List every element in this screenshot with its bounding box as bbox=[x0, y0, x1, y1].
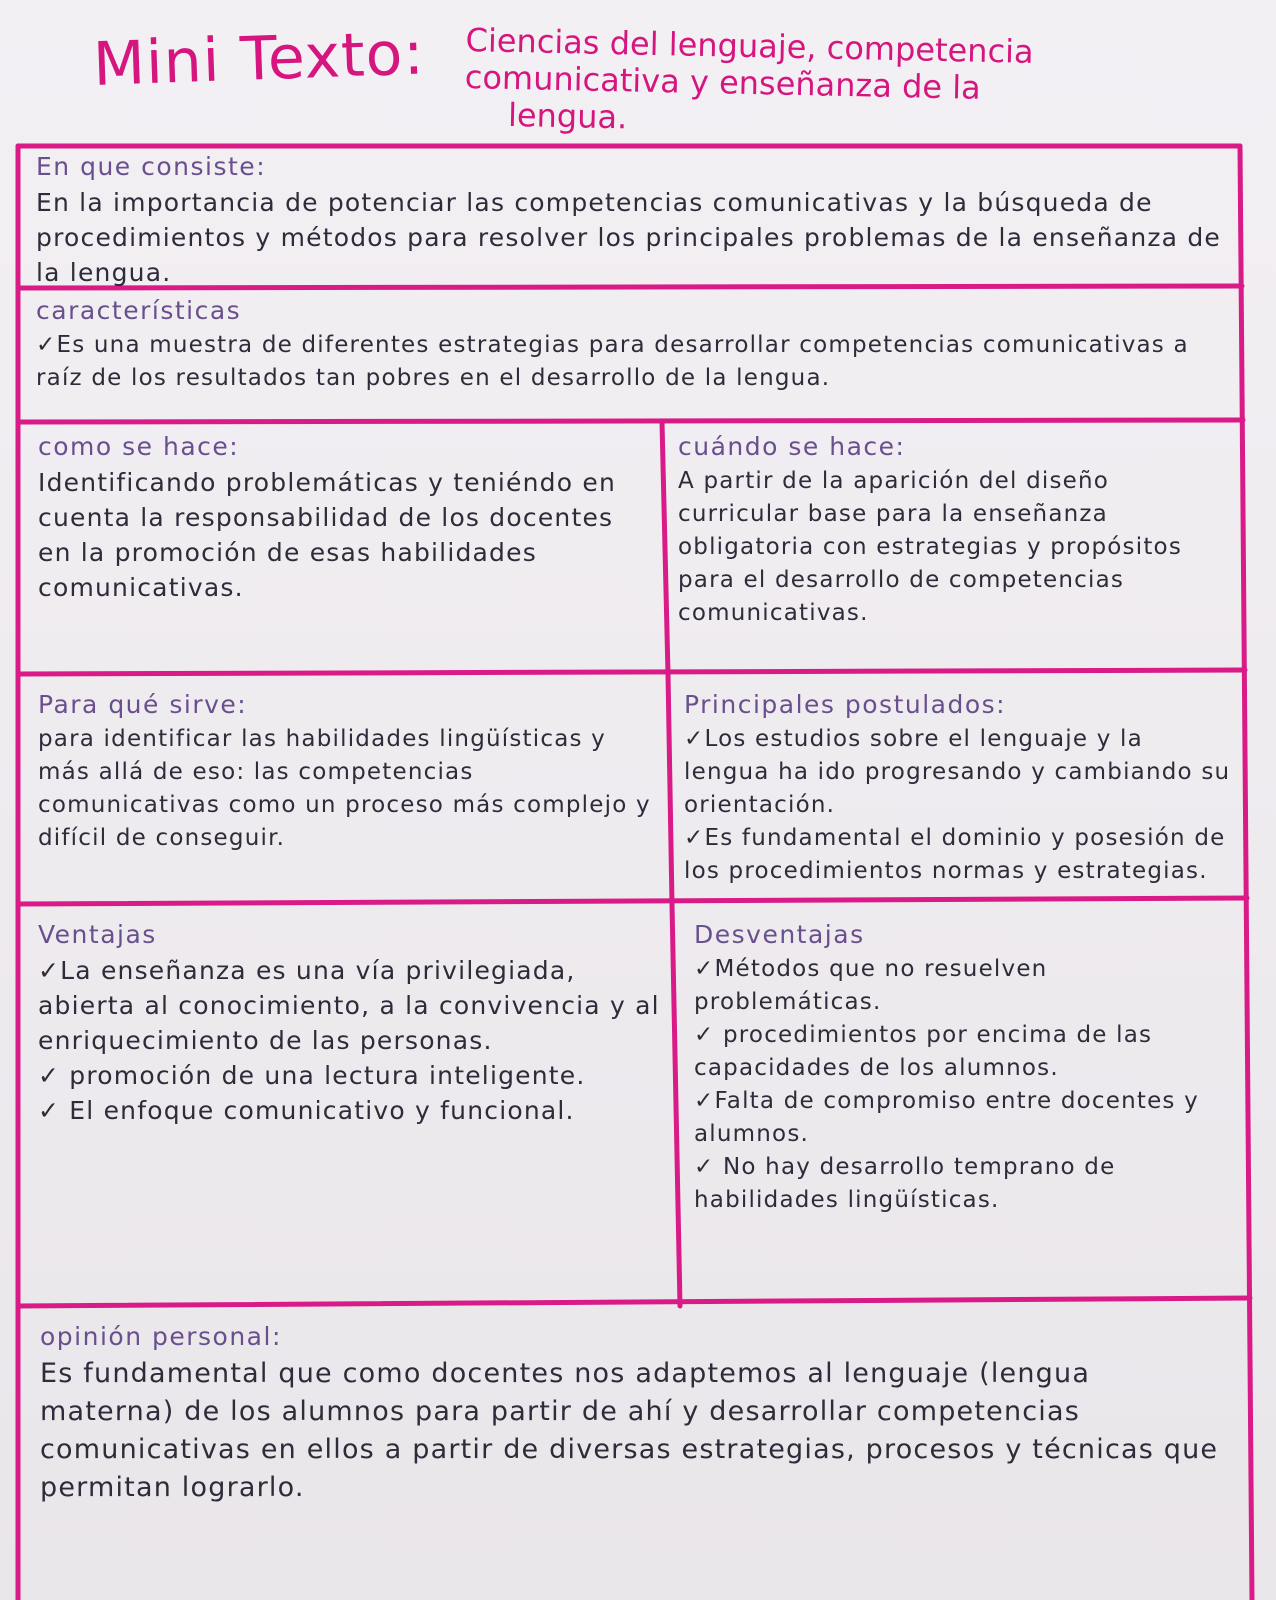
cell-opinion bbox=[40, 1322, 1230, 1507]
divider-1 bbox=[662, 422, 668, 674]
subtitle-line-2: comunicativa y enseñanza de la bbox=[464, 57, 982, 107]
title-main: Mini Texto: bbox=[92, 18, 426, 100]
cell-postulados bbox=[684, 690, 1234, 888]
heading-para-que: Para qué sirve: bbox=[38, 690, 248, 719]
cell-desventajas bbox=[694, 920, 1239, 1217]
subtitle-line-1: Ciencias del lenguaje, competencia bbox=[465, 21, 1035, 71]
border-right bbox=[1240, 146, 1252, 1600]
cell-caracteristicas bbox=[36, 296, 1226, 395]
heading-postulados: Principales postulados: bbox=[684, 690, 1007, 719]
text-para-que: para identificar las habilidades lingüísticas y más allá de eso: las competencias comunicativas como un proceso más complejo y difícil de conseguir. bbox=[38, 726, 651, 851]
list-desventajas bbox=[694, 953, 1239, 1217]
text-como: Identificando problemáticas y teniéndo en cuenta la responsabilidad de los docentes en la promoción de esas habilidades comunicativas. bbox=[38, 468, 617, 602]
rule-3 bbox=[18, 670, 1245, 674]
subtitle-line-3: lengua. bbox=[507, 95, 628, 137]
list-item: ✓ procedimientos por encima de las capacidades de los alumnos. bbox=[694, 1022, 1153, 1081]
text-consiste: En la importancia de potenciar las competencias comunicativas y la búsqueda de procedimientos y métodos para resolver los principales problemas de la enseñanza de la lengua. bbox=[36, 188, 1222, 287]
heading-como: como se hace: bbox=[38, 432, 240, 461]
heading-caracteristicas: características bbox=[36, 296, 242, 325]
cell-para-que bbox=[38, 690, 653, 855]
heading-desventajas: Desventajas bbox=[694, 920, 865, 949]
divider-3 bbox=[672, 904, 680, 1306]
text-caracteristicas: ✓Es una muestra de diferentes estrategias para desarrollar competencias comunicativas a raíz de los resultados tan pobres en el desarrollo de la lengua. bbox=[36, 332, 1189, 391]
list-postulados bbox=[684, 723, 1234, 888]
heading-cuando: cuándo se hace: bbox=[678, 432, 906, 461]
list-item: ✓Los estudios sobre el lenguaje y la lengua ha ido progresando y cambiando su orientación. bbox=[684, 726, 1231, 818]
heading-ventajas: Ventajas bbox=[38, 920, 157, 949]
cell-como bbox=[38, 432, 648, 605]
text-opinion: Es fundamental que como docentes nos adaptemos al lenguaje (lengua materna) de los alumnos para partir de ahí y desarrollar competencias comunicativas en ellos a partir de diversas estrategias, procesos y técnicas que permitan lograrlo. bbox=[40, 1358, 1219, 1503]
divider-2 bbox=[668, 674, 672, 904]
list-item: ✓ No hay desarrollo temprano de habilidades lingüísticas. bbox=[694, 1154, 1116, 1213]
list-item: ✓Falta de compromiso entre docentes y alumnos. bbox=[694, 1088, 1199, 1147]
list-item: ✓La enseñanza es una vía privilegiada, abierta al conocimiento, a la convivencia y al enriquecimiento de las personas. bbox=[38, 956, 660, 1055]
rule-4 bbox=[18, 898, 1247, 904]
rule-5 bbox=[18, 1298, 1250, 1306]
list-item: ✓ promoción de una lectura inteligente. bbox=[38, 1061, 586, 1090]
list-item: ✓ El enfoque comunicativo y funcional. bbox=[38, 1096, 575, 1125]
heading-consiste: En que consiste: bbox=[36, 152, 267, 181]
rule-2 bbox=[18, 420, 1243, 422]
cell-cuando bbox=[678, 432, 1233, 630]
list-ventajas bbox=[38, 953, 663, 1128]
cell-consiste bbox=[36, 152, 1226, 290]
heading-opinion: opinión personal: bbox=[40, 1322, 282, 1351]
list-item: ✓Métodos que no resuelven problemáticas. bbox=[694, 956, 1048, 1015]
list-item: ✓Es fundamental el dominio y posesión de los procedimientos normas y estrategias. bbox=[684, 825, 1226, 884]
text-cuando: A partir de la aparición del diseño curricular base para la enseñanza obligatoria con estrategias y propósitos para el desarrollo de competencias comunicativas. bbox=[678, 468, 1183, 626]
cell-ventajas bbox=[38, 920, 663, 1128]
